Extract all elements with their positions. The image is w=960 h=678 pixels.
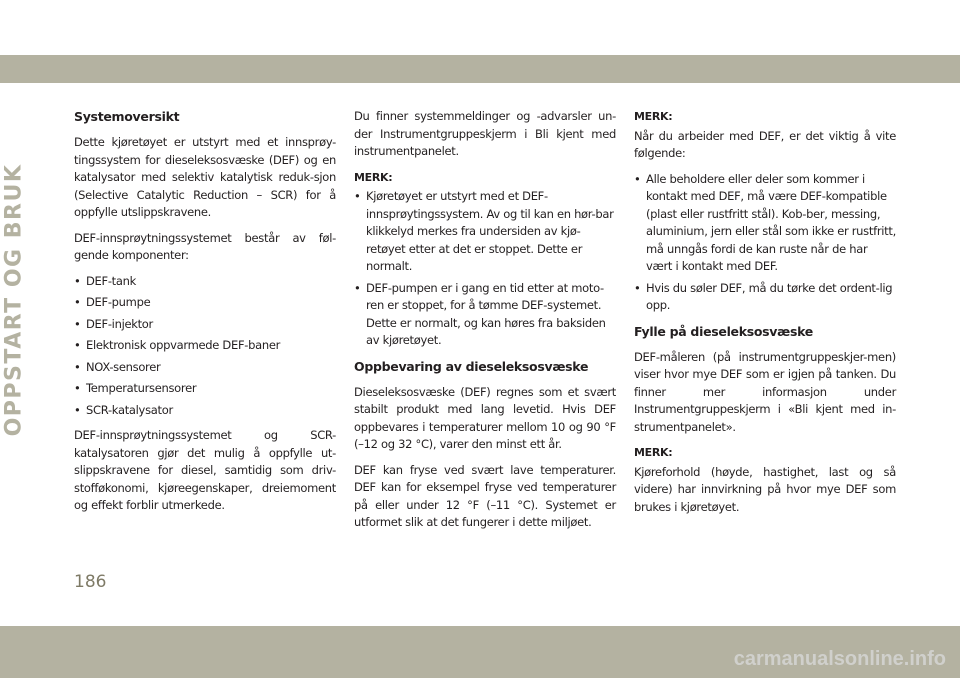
column-middle	[354, 108, 616, 540]
list-item: • Elektronisk oppvarmede DEF-baner	[74, 337, 336, 355]
chapter-title: OPPSTART OG BRUK	[1, 163, 27, 437]
note-label: MERK:	[354, 170, 393, 184]
paragraph: DEF-innsprøytningssystemet og SCR-katalysatoren gjør det mulig å oppfylle ut-slippskravene for diesel, samtidig som driv-stofføkonomi, kjøreegenskaper, dreiemoment og effekt forblir utmerkede.	[74, 428, 336, 512]
paragraph: Dette kjøretøyet er utstyrt med et innsprøy-tingssystem for dieseleksosvæske (DEF) og en katalysator med selektiv katalytisk reduk-sjon (Selective Catalytic Reduction – SCR) for å oppfylle utslippskravene.	[74, 135, 336, 219]
page-number: 186	[74, 572, 107, 592]
note-label: MERK:	[634, 446, 673, 459]
heading-def-refill: Fylle på dieseleksosvæske	[634, 323, 813, 339]
note-label: MERK:	[634, 110, 673, 123]
list-item: • Hvis du søler DEF, må du tørke det ordent-lig opp.	[634, 280, 896, 315]
heading-def-storage: Oppbevaring av dieseleksosvæske	[354, 358, 589, 374]
list-item: • DEF-tank	[74, 273, 336, 291]
list-item: • Temperatursensorer	[74, 380, 336, 398]
list-item: • DEF-pumpe	[74, 294, 336, 312]
paragraph: DEF kan fryse ved svært lave temperaturer. DEF kan for eksempel fryse ved temperaturer på eller under 12 °F (–11 °C). Systemet er utformet slik at det fungerer i dette miljøet.	[354, 462, 616, 529]
paragraph: Dieseleksosvæske (DEF) regnes som et svært stabilt produkt med lang levetid. Hvis DEF oppbevares i temperaturer mellom 10 og 90 °F (–12 og 32 °C), varer den minst ett år.	[354, 384, 616, 451]
list-item: • SCR-katalysator	[74, 402, 336, 420]
column-right	[634, 108, 896, 524]
list-item: • Alle beholdere eller deler som kommer i kontakt med DEF, må være DEF-kompatible (plast eller rustfritt stål). Kob-ber, messing, aluminium, jern eller stål som ikke er rustfritt, må unngås fordi de kan ruste når de har vært i kontakt med DEF.	[634, 171, 896, 276]
list-item: • NOX-sensorer	[74, 359, 336, 377]
paragraph: DEF-måleren (på instrumentgruppeskjer-men) viser hvor mye DEF som er igjen på tanken. Du finner mer informasjon under Instrumentgruppeskjerm i «Bli kjent med in-strumentpanelet».	[634, 349, 896, 434]
paragraph: Du finner systemmeldinger og -advarsler un-der Instrumentgruppeskjerm i Bli kjent med instrumentpanelet.	[354, 109, 616, 158]
header-band	[0, 55, 960, 83]
list-item: • DEF-pumpen er i gang en tid etter at moto-ren er stoppet, for å tømme DEF-systemet. Dette er normalt, og kan høres fra baksiden av kjøretøyet.	[354, 280, 616, 350]
paragraph: DEF-innsprøytningssystemet består av føl-gende komponenter:	[74, 230, 336, 262]
list-item: • DEF-injektor	[74, 316, 336, 334]
paragraph: Kjøreforhold (høyde, hastighet, last og så videre) har innvirkning på hvor mye DEF som brukes i kjøretøyet.	[634, 464, 896, 514]
watermark: carmanualsonline.info	[733, 648, 946, 670]
heading-system-overview: Systemoversikt	[74, 109, 180, 124]
column-left	[74, 108, 336, 523]
paragraph: Når du arbeider med DEF, er det viktig å vite følgende:	[634, 128, 896, 160]
list-item: • Kjøretøyet er utstyrt med et DEF-innsprøytingssystem. Av og til kan en hør-bar klikkelyd merkes fra undersiden av kjø-retøyet etter at det er stoppet. Dette er normalt.	[354, 188, 616, 276]
